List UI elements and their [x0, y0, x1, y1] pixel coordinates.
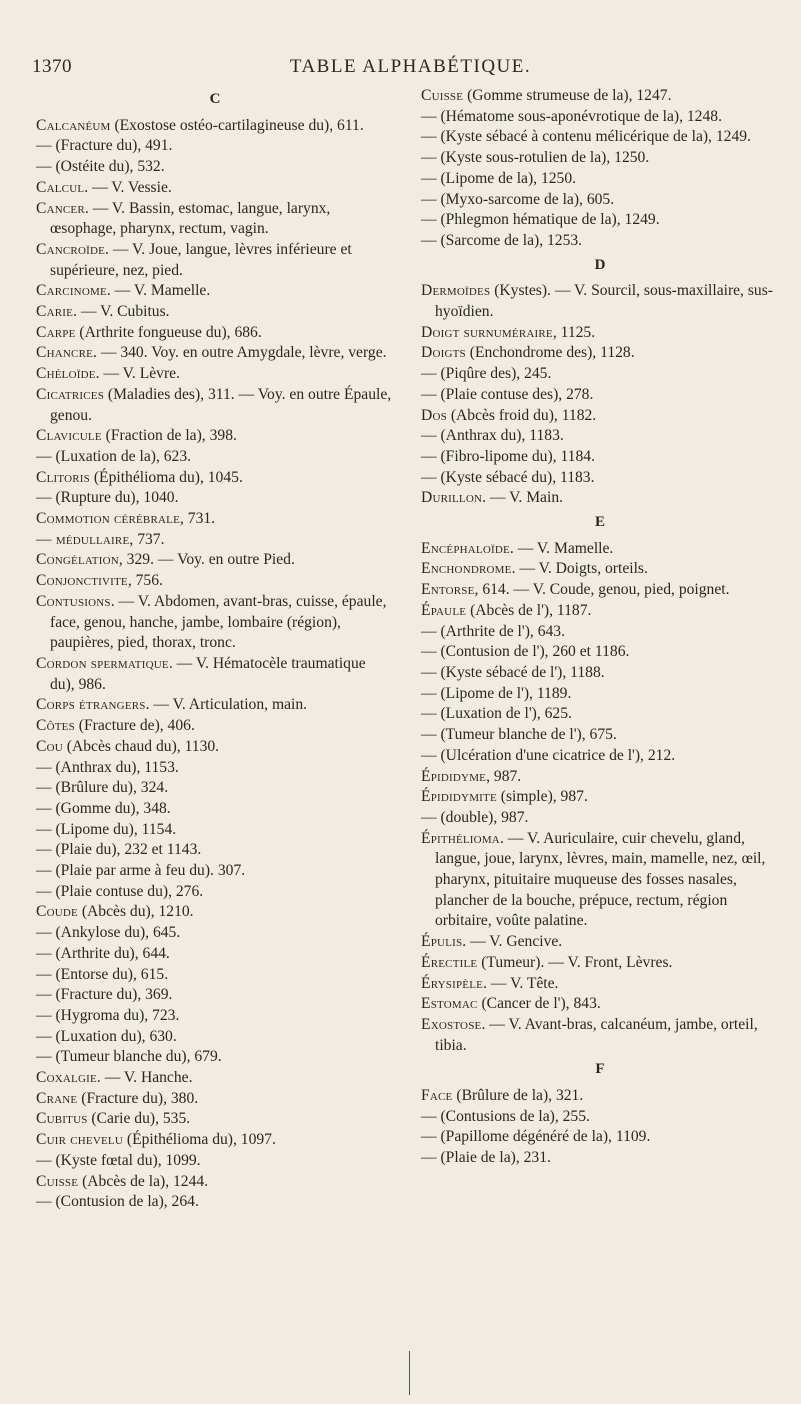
- entry-headword: Contusions: [36, 592, 111, 610]
- index-entry: [36, 1068, 394, 1089]
- index-entry: [421, 107, 779, 128]
- entry-text: — (Luxation de l'), 625.: [421, 705, 572, 723]
- entry-text: . — V. Mamelle.: [509, 539, 614, 557]
- entry-headword: Carpe: [36, 323, 76, 341]
- index-entry: [36, 157, 394, 178]
- entry-text: — (Kyste sébacé du), 1183.: [421, 468, 595, 486]
- running-title: TABLE ALPHABÉTIQUE.: [289, 56, 532, 77]
- index-entry: [421, 994, 779, 1015]
- index-entry: [36, 1109, 394, 1130]
- entry-headword: Cubitus: [36, 1110, 88, 1128]
- entry-text: — (Lipome de l'), 1189.: [421, 684, 572, 702]
- entry-text: (Abcès de la), 1244.: [78, 1172, 209, 1190]
- index-entry: [36, 737, 394, 758]
- index-entry: [36, 1192, 394, 1213]
- page-number: 1370: [32, 56, 72, 77]
- entry-text: (Arthrite fongueuse du), 686.: [75, 323, 262, 341]
- entry-headword: Encéphaloïde: [421, 539, 510, 557]
- index-entry: [36, 509, 394, 530]
- entry-headword: Clavicule: [36, 427, 102, 445]
- index-entry: [421, 684, 779, 705]
- entry-text: . — V. Vessie.: [84, 178, 172, 196]
- entry-headword: Conjonctivite: [36, 572, 128, 590]
- index-entry: [421, 559, 779, 580]
- index-entry: [421, 323, 779, 344]
- entry-headword: Épididyme: [421, 767, 487, 785]
- index-entry: [36, 1006, 394, 1027]
- index-entry: [36, 571, 394, 592]
- entry-text: , 756.: [127, 572, 163, 590]
- entry-headword: Dermoïdes: [421, 282, 491, 300]
- entry-text: — (Contusions de la), 255.: [421, 1107, 590, 1125]
- index-entry: [421, 953, 779, 974]
- entry-text: — (Sarcome de la), 1253.: [421, 231, 583, 249]
- index-entry: [421, 808, 779, 829]
- entry-headword: Carcinome: [36, 282, 107, 300]
- page-header: [0, 56, 801, 86]
- entry-headword: Doigt surnuméraire: [421, 323, 553, 341]
- section-letter: D: [594, 256, 606, 273]
- entry-text: (simple), 987.: [496, 788, 588, 806]
- entry-text: . — V. Avant-bras, calcanéum, jambe, orteil, tibia.: [435, 1015, 758, 1054]
- entry-text: — (Luxation du), 630.: [36, 1027, 177, 1045]
- entry-text: . — V. Cubitus.: [73, 303, 170, 321]
- entry-headword: Côtes: [36, 717, 75, 735]
- index-entry: [421, 746, 779, 767]
- entry-text: , 1125.: [552, 323, 596, 341]
- entry-headword: Cicatrices: [36, 385, 105, 403]
- entry-text: — (Myxo-sarcome de la), 605.: [421, 190, 615, 208]
- index-entry: [421, 406, 779, 427]
- index-entry: [421, 447, 779, 468]
- entry-text: — (Tumeur blanche du), 679.: [36, 1048, 222, 1066]
- index-entry: [36, 199, 394, 240]
- section-letter: C: [209, 91, 221, 107]
- index-entry: [36, 1089, 394, 1110]
- index-entry: [421, 767, 779, 788]
- entry-headword: Coxalgie: [36, 1069, 97, 1087]
- entry-text: — (Kyste sous-rotulien de la), 1250.: [421, 149, 650, 167]
- index-entry: [421, 580, 779, 601]
- index-entry: [36, 923, 394, 944]
- entry-text: . — V. Bassin, estomac, langue, larynx, œsophage, pharynx, rectum, vagin.: [50, 199, 331, 238]
- index-entry: [36, 985, 394, 1006]
- entry-text: — (Kyste sébacé à contenu mélicérique de la), 1249.: [421, 128, 751, 146]
- entry-text: (Fracture de), 406.: [74, 717, 195, 735]
- section-letter: E: [594, 514, 605, 531]
- entry-headword: Entorse: [421, 581, 475, 599]
- entry-text: — (Ulcération d'une cicatrice de l'), 212.: [421, 746, 676, 764]
- entry-text: — (Lipome du), 1154.: [36, 820, 177, 838]
- index-entry: [36, 385, 394, 426]
- entry-text: — (Tumeur blanche de l'), 675.: [421, 726, 617, 744]
- entry-headword: Cuisse: [36, 1172, 79, 1190]
- index-entry: [36, 1172, 394, 1193]
- index-entry: [421, 169, 779, 190]
- entry-text: — (Lipome de la), 1250.: [421, 169, 577, 187]
- entry-text: (Abcès de l'), 1187.: [466, 601, 592, 619]
- index-entry: [36, 468, 394, 489]
- entry-text: — (Plaie contuse des), 278.: [421, 385, 594, 403]
- entry-text: — (Plaie contuse du), 276.: [36, 882, 204, 900]
- index-entry: [36, 695, 394, 716]
- entry-text: (Brûlure de la), 321.: [452, 1087, 584, 1105]
- section-letter: F: [595, 1061, 605, 1078]
- entry-text: — (Plaie de la), 231.: [421, 1149, 551, 1167]
- entry-text: — (Phlegmon hématique de la), 1249.: [421, 211, 660, 229]
- entry-text: . — V. Joue, langue, lèvres inférieure et supérieure, nez, pied.: [50, 240, 352, 279]
- index-entry: [421, 539, 779, 560]
- entry-text: , 737.: [129, 530, 165, 548]
- entry-text: . — V. Hématocèle traumatique du), 986.: [50, 654, 366, 693]
- entry-headword: Cuisse: [421, 87, 464, 104]
- entry-text: — (Arthrite de l'), 643.: [421, 622, 565, 640]
- index-entry: [36, 550, 394, 571]
- entry-text: . — V. Auriculaire, cuir chevelu, gland, langue, joue, larynx, lèvres, main, mamelle, nez, œil, pharynx, pituitaire muqueuse des fosses nasales, plancher de la bouche, prépuce, rectum, région orbitaire, voûte palatine.: [435, 829, 766, 930]
- index-entry: [421, 364, 779, 385]
- index-entry: [36, 778, 394, 799]
- entry-text: . — 340. Voy. en outre Amygdale, lèvre, verge.: [93, 344, 387, 362]
- index-entry: [421, 281, 779, 322]
- index-entry: [36, 1027, 394, 1048]
- index-entry: [421, 1148, 779, 1169]
- entry-text: (Exostose ostéo-cartilagineuse du), 611.: [110, 116, 364, 134]
- entry-text: — (Ankylose du), 645.: [36, 924, 181, 942]
- entry-headword: Carie: [36, 303, 74, 321]
- entry-text: — (Plaie par arme à feu du). 307.: [36, 862, 246, 880]
- entry-headword: Épulis: [421, 933, 463, 951]
- index-entry: [36, 882, 394, 903]
- index-entry: [36, 240, 394, 281]
- entry-text: (Abcès froid du), 1182.: [446, 406, 597, 424]
- entry-text: — (Ostéite du), 532.: [36, 158, 165, 176]
- entry-headword: Cordon spermatique: [36, 654, 169, 672]
- index-entry: [421, 488, 779, 509]
- index-entry: [36, 136, 394, 157]
- index-entry: [36, 426, 394, 447]
- index-entry: [36, 1130, 394, 1151]
- entry-headword: Épithélioma: [421, 829, 500, 847]
- entry-text: — (Hygroma du), 723.: [36, 1006, 180, 1024]
- index-entry: [421, 601, 779, 622]
- index-column-left: [36, 86, 394, 1213]
- entry-headword: Doigts: [421, 344, 466, 362]
- index-entry: [421, 932, 779, 953]
- entry-headword: Calcul: [36, 178, 85, 196]
- index-entry: [421, 468, 779, 489]
- entry-headword: Enchondrome: [421, 560, 512, 578]
- entry-headword: Corps étrangers: [36, 696, 146, 714]
- entry-headword: Congélation: [36, 551, 119, 569]
- entry-headword: Coude: [36, 903, 78, 921]
- index-entry: [36, 364, 394, 385]
- entry-text: (Épithélioma du), 1045.: [89, 468, 243, 486]
- index-entry: [421, 704, 779, 725]
- entry-headword: Calcanéum: [36, 116, 111, 134]
- entry-text: . — V. Lèvre.: [95, 365, 180, 383]
- index-column-right: [421, 86, 779, 1169]
- entry-headword: Cancer: [36, 199, 85, 217]
- index-entry: [36, 1151, 394, 1172]
- entry-headword: Cancroïde: [36, 240, 106, 258]
- entry-headword: Chéloïde: [36, 365, 96, 383]
- entry-text: . — V. Tête.: [483, 974, 559, 992]
- index-entry: [421, 1086, 779, 1107]
- entry-text: , 329. — Voy. en outre Pied.: [118, 551, 295, 569]
- entry-text: . — V. Abdomen, avant-bras, cuisse, épaule, face, genou, hanche, jambe, lombaire (région), paupières, pied, thorax, tronc.: [50, 592, 387, 652]
- entry-text: (Abcès du), 1210.: [77, 903, 194, 921]
- entry-text: . — V. Doigts, orteils.: [511, 560, 648, 578]
- entry-text: — (Anthrax du), 1153.: [36, 758, 179, 776]
- index-entry: [36, 654, 394, 695]
- index-entry: [36, 840, 394, 861]
- entry-text: , 614. — V. Coude, genou, pied, poignet.: [474, 581, 730, 599]
- index-entry: [36, 592, 394, 654]
- entry-headword: Face: [421, 1087, 453, 1105]
- entry-text: — (Rupture du), 1040.: [36, 489, 179, 507]
- entry-text: — (Kyste fœtal du), 1099.: [36, 1151, 201, 1169]
- index-entry: [36, 343, 394, 364]
- index-entry: [36, 758, 394, 779]
- entry-text: — (Fracture du), 369.: [36, 986, 173, 1004]
- entry-text: (Épithélioma du), 1097.: [122, 1131, 276, 1149]
- entry-text: — (Entorse du), 615.: [36, 965, 169, 983]
- index-entry: [421, 210, 779, 231]
- entry-text: — (Hématome sous-aponévrotique de la), 1248.: [421, 107, 722, 125]
- index-entry: [36, 302, 394, 323]
- index-entry: [421, 148, 779, 169]
- entry-headword: Épaule: [421, 601, 467, 619]
- entry-text: — (double), 987.: [421, 808, 529, 826]
- index-entry: [421, 829, 779, 933]
- entry-text: — (Contusion de l'), 260 et 1186.: [421, 643, 630, 661]
- index-entry: [36, 488, 394, 509]
- index-entry: [421, 86, 779, 107]
- index-entry: [421, 190, 779, 211]
- index-entry: [36, 323, 394, 344]
- entry-headword: Érysipèle: [421, 974, 484, 992]
- entry-text: (Kystes). — V. Sourcil, sous-maxillaire, sus-hyoïdien.: [435, 282, 773, 321]
- entry-headword: Estomac: [421, 995, 478, 1013]
- entry-text: (Enchondrome des), 1128.: [465, 344, 635, 362]
- entry-text: , 731.: [180, 510, 216, 528]
- index-entry: [36, 799, 394, 820]
- index-entry: [421, 231, 779, 252]
- entry-text: (Carie du), 535.: [87, 1110, 191, 1128]
- index-entry: [36, 861, 394, 882]
- index-entry: [421, 426, 779, 447]
- index-entry: [36, 116, 394, 137]
- entry-text: (Cancer de l'), 843.: [477, 995, 601, 1013]
- entry-text: — (Luxation de la), 623.: [36, 447, 192, 465]
- entry-text: — (Gomme du), 348.: [36, 799, 171, 817]
- entry-text: . — V. Articulation, main.: [145, 696, 308, 714]
- index-entry: [36, 178, 394, 199]
- entry-headword: Dos: [421, 406, 447, 424]
- entry-text: — (Arthrite du), 644.: [36, 944, 170, 962]
- index-entry: [421, 622, 779, 643]
- entry-text: — (Piqûre des), 245.: [421, 365, 552, 383]
- index-entry: [421, 787, 779, 808]
- entry-text: — (Contusion de la), 264.: [36, 1193, 199, 1211]
- index-entry: [421, 1127, 779, 1148]
- entry-text: (Tumeur). — V. Front, Lèvres.: [477, 953, 673, 971]
- index-entry: [36, 1047, 394, 1068]
- index-entry: [421, 663, 779, 684]
- entry-headword: Exostose: [421, 1015, 482, 1033]
- entry-text: — (Fibro-lipome du), 1184.: [421, 447, 595, 465]
- entry-text: (Fraction de la), 398.: [101, 427, 237, 445]
- index-entry: [36, 281, 394, 302]
- index-entry: [36, 965, 394, 986]
- column-rule: [409, 1351, 410, 1395]
- entry-text: (Maladies des), 311. — Voy. en outre Épaule, genou.: [50, 385, 392, 424]
- entry-text: — (Fracture du), 491.: [36, 137, 173, 155]
- entry-text: — (Anthrax du), 1183.: [421, 427, 564, 445]
- entry-text: . — V. Mamelle.: [106, 282, 211, 300]
- index-entry: [421, 385, 779, 406]
- index-entry: [36, 944, 394, 965]
- entry-text: . — V. Gencive.: [462, 933, 563, 951]
- index-entry: [421, 974, 779, 995]
- entry-headword: — médullaire: [36, 530, 130, 548]
- index-entry: [36, 820, 394, 841]
- entry-text: (Gomme strumeuse de la), 1247.: [463, 87, 672, 104]
- index-entry: [421, 725, 779, 746]
- entry-headword: Durillon: [421, 489, 483, 507]
- index-entry: [36, 716, 394, 737]
- index-entry: [36, 530, 394, 551]
- entry-text: — (Papillome dégénéré de la), 1109.: [421, 1128, 651, 1146]
- index-entry: [421, 1015, 779, 1056]
- index-entry: [421, 127, 779, 148]
- entry-headword: Épididymite: [421, 788, 497, 806]
- entry-text: . — V. Main.: [482, 489, 564, 507]
- index-entry: [421, 1107, 779, 1128]
- entry-text: (Abcès chaud du), 1130.: [62, 737, 220, 755]
- index-entry: [421, 642, 779, 663]
- index-entry: [421, 343, 779, 364]
- entry-headword: Cuir chevelu: [36, 1131, 123, 1149]
- entry-headword: Cou: [36, 737, 63, 755]
- entry-headword: Érectile: [421, 953, 478, 971]
- index-entry: [36, 902, 394, 923]
- entry-text: . — V. Hanche.: [96, 1069, 193, 1087]
- index-entry: [36, 447, 394, 468]
- entry-text: — (Plaie du), 232 et 1143.: [36, 841, 202, 859]
- entry-headword: Commotion cérébrale: [36, 510, 180, 528]
- entry-text: (Fracture du), 380.: [77, 1089, 199, 1107]
- entry-headword: Chancre: [36, 344, 94, 362]
- entry-text: — (Kyste sébacé de l'), 1188.: [421, 663, 605, 681]
- entry-headword: Clitoris: [36, 468, 90, 486]
- entry-headword: Crane: [36, 1089, 78, 1107]
- entry-text: , 987.: [486, 767, 522, 785]
- entry-text: — (Brûlure du), 324.: [36, 779, 169, 797]
